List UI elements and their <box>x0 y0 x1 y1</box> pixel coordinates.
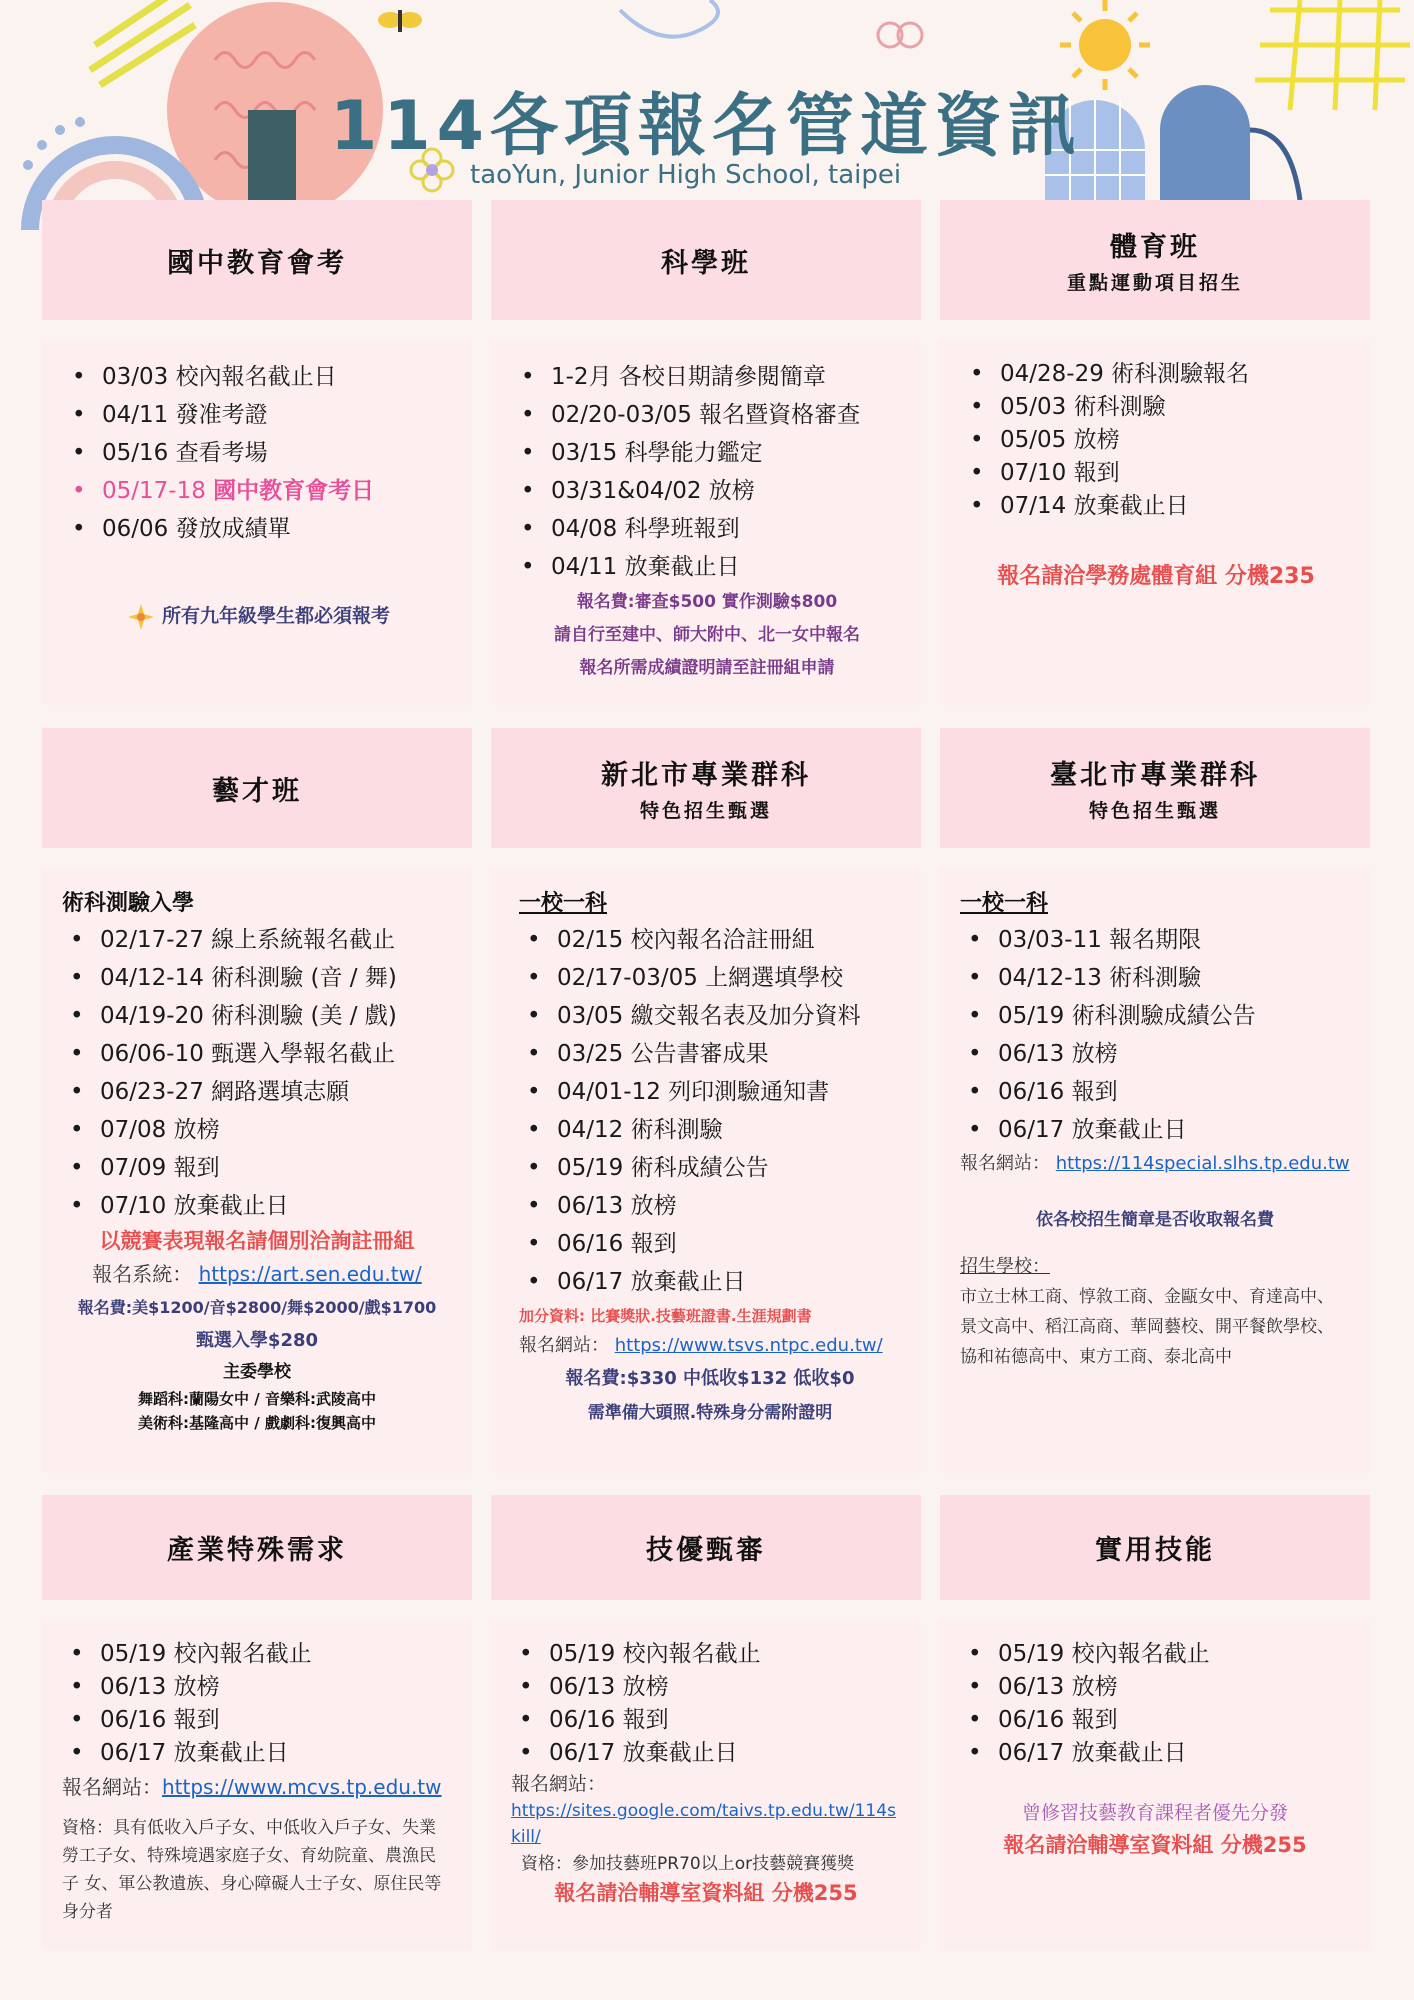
list-item: • 04/08 科學班報到 <box>551 510 901 548</box>
list-item: • 03/03 校內報名截止日 <box>102 358 452 396</box>
card-subtitle: 重點運動項目招生 <box>1066 272 1243 294</box>
list-item: • 06/06-10 甄選入學報名截止 <box>100 1035 452 1073</box>
list-item: • 05/19 術科成績公告 <box>557 1149 901 1187</box>
qualification-text: 資格：具有低收入戶子女、中低收入戶子女、失業勞工子女、特殊境遇家庭子女、育幼院童、農漁民子 女、軍公教遺族、身心障礙人士子女、原住民等身分者 <box>62 1818 442 1922</box>
list-item: • 06/16 報到 <box>100 1704 452 1737</box>
list-item: • 06/17 放棄截止日 <box>100 1737 452 1770</box>
web-row <box>960 1149 1350 1179</box>
schedule-list <box>511 1638 901 1770</box>
list-item: • 03/05 繳交報名表及加分資料 <box>557 997 901 1035</box>
list-item: • 04/12-13 術科測驗 <box>998 959 1350 997</box>
list-item: • 04/28-29 術科測驗報名 <box>1000 358 1350 391</box>
card-body-sports <box>940 340 1370 705</box>
card-title: 國中教育會考 <box>167 247 347 279</box>
item-date: 05/17-18 <box>102 478 214 504</box>
schedule-list <box>64 358 452 548</box>
web-link[interactable]: https://www.tsvs.ntpc.edu.tw/ <box>614 1335 883 1356</box>
list-item: • 03/25 公告書審成果 <box>557 1035 901 1073</box>
card-header-skill-award <box>491 1495 921 1600</box>
schedule-list <box>962 358 1350 523</box>
web-link[interactable]: https://114special.slhs.tp.edu.tw <box>1055 1153 1350 1174</box>
bonus-note: 加分資料: 比賽獎狀.技藝班證書.生涯規劃書 <box>519 1307 812 1325</box>
card-body-taipei <box>940 868 1370 1473</box>
card-title: 技優甄審 <box>646 1535 766 1566</box>
qualification-text: 資格：參加技藝班PR70以上or技藝競賽獲獎 <box>521 1854 855 1874</box>
web-row <box>519 1331 901 1361</box>
section-label: 術科測驗入學 <box>62 891 195 916</box>
priority-note: 曾修習技藝教育課程者優先分發 <box>1021 1802 1288 1824</box>
fee-note: 報名費:$330 中低收$132 低收$0 <box>565 1368 855 1389</box>
schedule-list <box>62 1638 452 1770</box>
note-text: 所有九年級學生都必須報考 <box>161 605 390 627</box>
card-title: 產業特殊需求 <box>167 1535 347 1566</box>
list-item: • 02/17-27 線上系統報名截止 <box>100 921 452 959</box>
section-label: 一校一科 <box>519 891 608 916</box>
host-line: 舞蹈科:蘭陽女中 / 音樂科:武陵高中 <box>138 1390 376 1408</box>
card-header-science <box>491 200 921 320</box>
card-body-exam <box>42 340 472 705</box>
list-item: • 06/16 報到 <box>549 1704 901 1737</box>
sparkle-icon <box>126 602 156 632</box>
blue-window-deco <box>1045 85 1300 200</box>
card-title: 實用技能 <box>1095 1535 1215 1566</box>
card-header-industry <box>42 1495 472 1600</box>
list-item: • 04/12 術科測驗 <box>557 1111 901 1149</box>
list-item-highlight <box>102 472 452 510</box>
list-item: • 03/03-11 報名期限 <box>998 921 1350 959</box>
card-title: 體育班 <box>1110 232 1200 263</box>
list-item: • 06/16 報到 <box>998 1704 1350 1737</box>
card-body-science <box>491 340 921 705</box>
list-item: • 05/19 術科測驗成績公告 <box>998 997 1350 1035</box>
schools-label: 招生學校： <box>960 1256 1050 1277</box>
list-item: • 05/19 校內報名截止 <box>998 1638 1350 1671</box>
host-title: 主委學校 <box>223 1362 291 1382</box>
fee-note: 報名費:審查$500 實作測驗$800 <box>576 592 838 612</box>
card-header-sports <box>940 200 1370 320</box>
card-body-arts <box>42 868 472 1473</box>
web-label: 報名網站： <box>511 1773 607 1795</box>
card-header-taipei <box>940 728 1370 848</box>
competition-note: 以競賽表現報名請個別洽詢註冊組 <box>99 1229 415 1253</box>
list-item: • 05/19 校內報名截止 <box>549 1638 901 1671</box>
list-item: • 1-2月 各校日期請參閱簡章 <box>551 358 901 396</box>
web-row <box>511 1798 901 1850</box>
list-item: • 06/17 放棄截止日 <box>549 1737 901 1770</box>
card-subtitle: 特色招生甄選 <box>1088 800 1221 822</box>
card-title: 科學班 <box>661 247 751 279</box>
list-item: • 06/17 放棄截止日 <box>557 1263 901 1301</box>
list-item: • 04/11 放棄截止日 <box>551 548 901 586</box>
card-title: 新北市專業群科 <box>601 760 811 791</box>
butterfly-icon <box>378 10 422 32</box>
certificate-note: 報名所需成績證明請至註冊組申請 <box>579 658 835 678</box>
list-item: • 03/15 科學能力鑑定 <box>551 434 901 472</box>
system-row <box>62 1257 452 1291</box>
list-item: • 05/03 術科測驗 <box>1000 391 1350 424</box>
card-body-skill-award <box>491 1620 921 1950</box>
card-header-exam <box>42 200 472 320</box>
host-line: 美術科:基隆高中 / 戲劇科:復興高中 <box>138 1414 376 1432</box>
yellow-grid-icon <box>1255 0 1410 110</box>
list-item: • 06/17 放棄截止日 <box>998 1737 1350 1770</box>
system-link[interactable]: https://art.sen.edu.tw/ <box>198 1262 422 1286</box>
list-item: • 06/13 放榜 <box>557 1187 901 1225</box>
card-title: 藝才班 <box>212 775 302 807</box>
list-item: • 07/14 放棄截止日 <box>1000 490 1350 523</box>
item-event: 國中教育會考日 <box>213 478 375 504</box>
list-item: • 06/13 放榜 <box>100 1671 452 1704</box>
list-item: • 05/05 放榜 <box>1000 424 1350 457</box>
list-item: • 04/11 發准考證 <box>102 396 452 434</box>
web-label: 報名網站： <box>519 1335 609 1356</box>
list-item: • 04/01-12 列印測驗通知書 <box>557 1073 901 1111</box>
blue-loop-icon <box>620 0 718 37</box>
selection-fee: 甄選入學$280 <box>195 1330 319 1351</box>
list-item: • 05/19 校內報名截止 <box>100 1638 452 1671</box>
web-link[interactable]: https://www.mcvs.tp.edu.tw <box>162 1775 442 1799</box>
card-body-industry <box>42 1620 472 1950</box>
schedule-list <box>62 921 452 1225</box>
list-item: • 07/09 報到 <box>100 1149 452 1187</box>
contact-note: 報名請洽輔導室資料組 分機255 <box>554 1881 858 1905</box>
schedule-list <box>519 921 901 1301</box>
list-item: • 07/08 放榜 <box>100 1111 452 1149</box>
schedule-list <box>960 921 1350 1149</box>
note-row <box>64 600 452 633</box>
list-item: • 04/12-14 術科測驗 (音 / 舞) <box>100 959 452 997</box>
list-item: • 06/23-27 網路選填志願 <box>100 1073 452 1111</box>
card-header-arts <box>42 728 472 848</box>
schools-list: 市立士林工商、惇敘工商、金甌女中、育達高中、景文高中、稻江高商、華岡藝校、開平餐飲學校、協和祐德高中、東方工商、泰北高中 <box>960 1287 1334 1367</box>
schedule-list <box>513 358 901 586</box>
list-item: • 05/16 查看考場 <box>102 434 452 472</box>
web-link[interactable]: https://sites.google.com/taivs.tp.edu.tw/114skill/ <box>511 1801 896 1847</box>
list-item: • 03/31&04/02 放榜 <box>551 472 901 510</box>
schedule-list <box>960 1638 1350 1770</box>
list-item: • 06/13 放榜 <box>998 1035 1350 1073</box>
card-header-ntpc <box>491 728 921 848</box>
fee-note: 報名費:美$1200/音$2800/舞$2000/戲$1700 <box>77 1298 437 1317</box>
list-item: • 06/17 放棄截止日 <box>998 1111 1350 1149</box>
contact-note: 報名請洽輔導室資料組 分機255 <box>1003 1833 1307 1857</box>
apply-note: 請自行至建中、師大附中、北一女中報名 <box>554 625 860 645</box>
fee-note: 依各校招生簡章是否收取報名費 <box>1036 1210 1274 1230</box>
card-header-practical <box>940 1495 1370 1600</box>
page-subtitle: taoYun, Junior High School, taipei <box>470 160 902 190</box>
web-label: 報名網站： <box>62 1775 162 1799</box>
section-label: 一校一科 <box>960 891 1049 916</box>
list-item: • 07/10 報到 <box>1000 457 1350 490</box>
list-item: • 02/15 校內報名洽註冊組 <box>557 921 901 959</box>
list-item: • 06/13 放榜 <box>549 1671 901 1704</box>
contact-note: 報名請洽學務處體育組 分機235 <box>997 564 1315 589</box>
list-item: • 04/19-20 術科測驗 (美 / 戲) <box>100 997 452 1035</box>
system-label: 報名系統： <box>92 1262 193 1286</box>
card-body-ntpc <box>491 868 921 1473</box>
list-item: • 02/17-03/05 上網選填學校 <box>557 959 901 997</box>
list-item: • 07/10 放棄截止日 <box>100 1187 452 1225</box>
list-item: • 02/20-03/05 報名暨資格審查 <box>551 396 901 434</box>
web-label: 報名網站： <box>960 1153 1050 1174</box>
photo-note: 需準備大頭照.特殊身分需附證明 <box>587 1403 833 1423</box>
pink-butterfly-icon <box>878 23 922 47</box>
list-item: • 06/13 放榜 <box>998 1671 1350 1704</box>
list-item: • 06/16 報到 <box>557 1225 901 1263</box>
page-title: 114各項報名管道資訊 <box>330 87 1082 166</box>
card-body-practical <box>940 1620 1370 1950</box>
list-item: • 06/06 發放成績單 <box>102 510 452 548</box>
card-title: 臺北市專業群科 <box>1050 760 1260 791</box>
card-subtitle: 特色招生甄選 <box>639 800 772 822</box>
list-item: • 06/16 報到 <box>998 1073 1350 1111</box>
web-row <box>62 1770 452 1804</box>
